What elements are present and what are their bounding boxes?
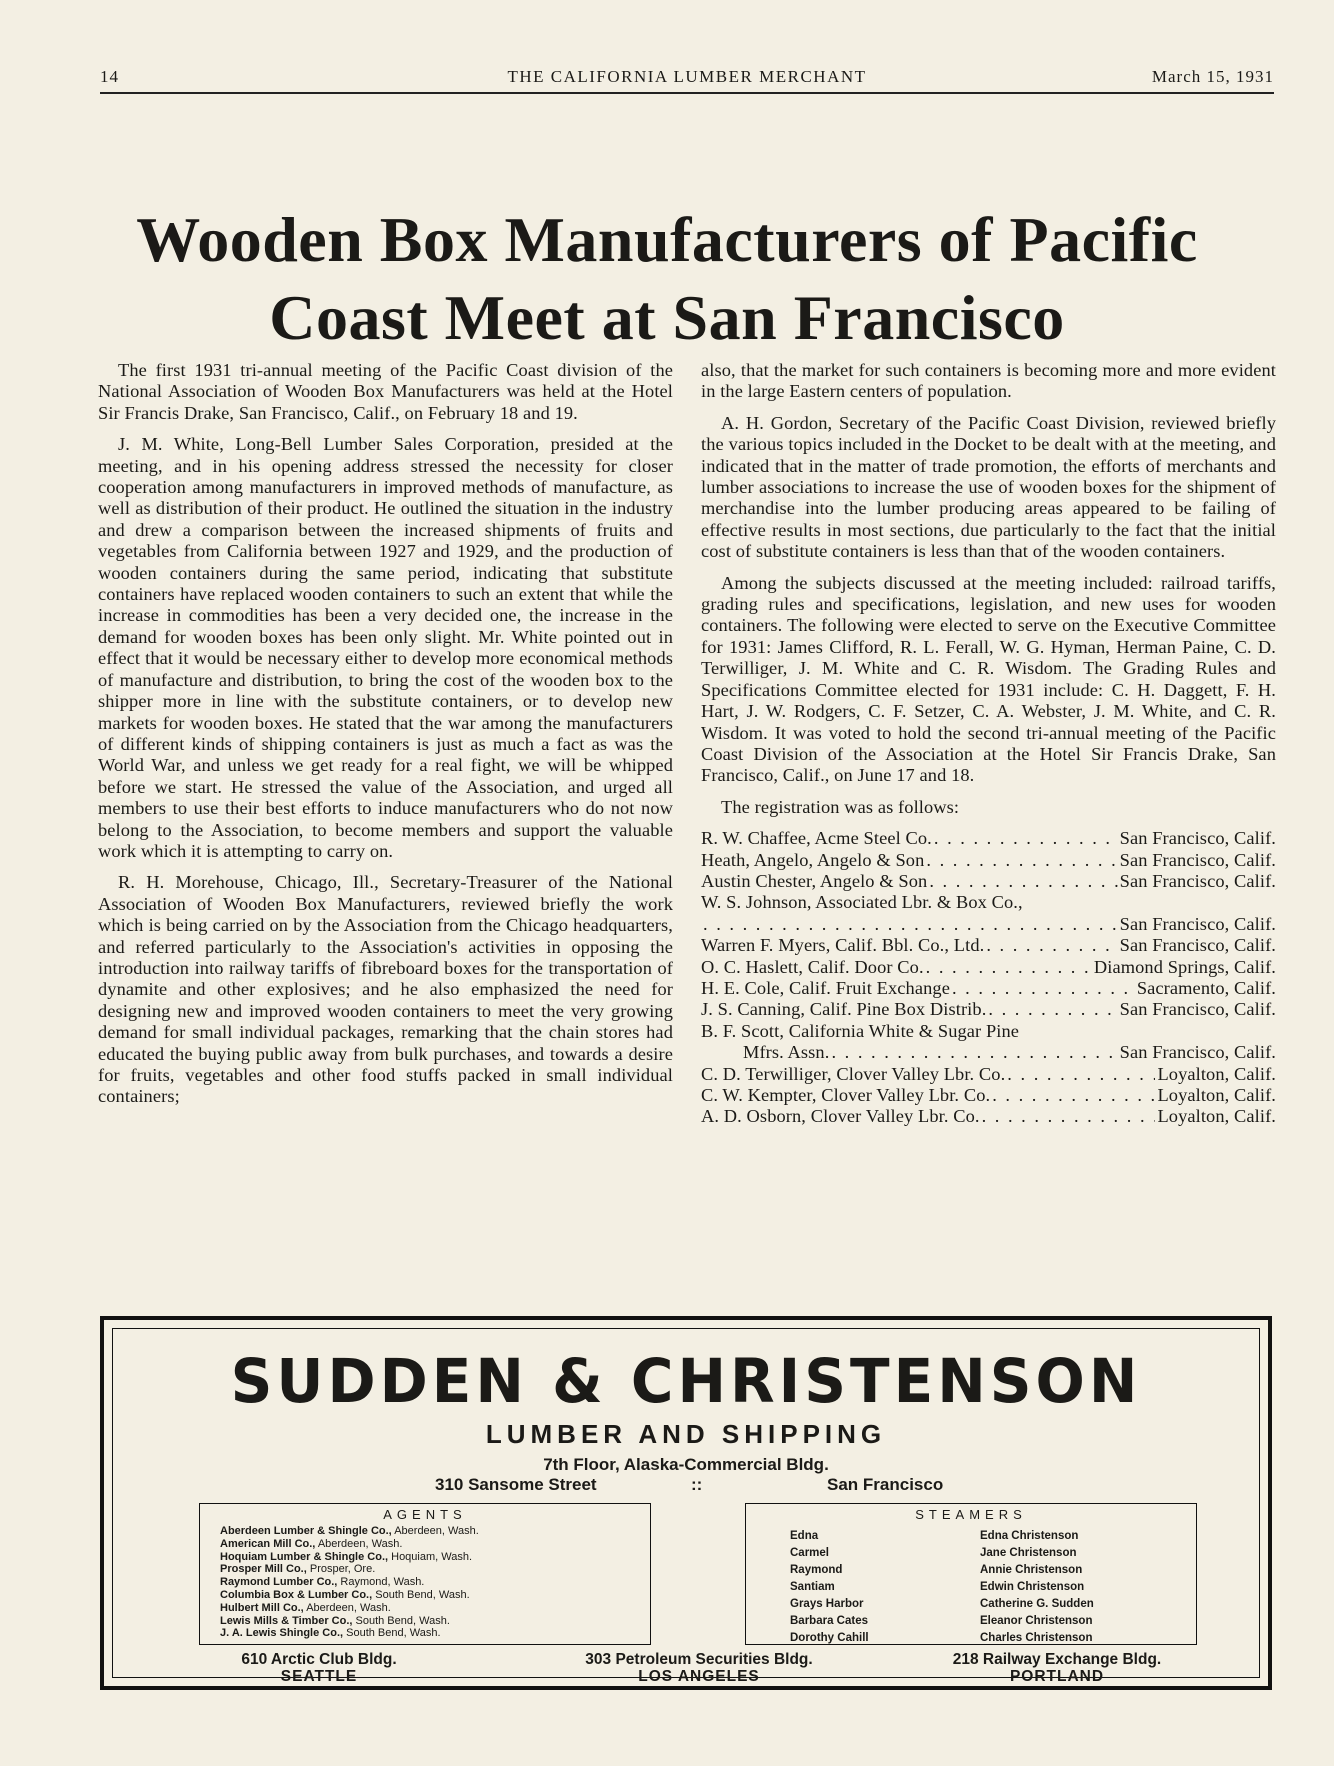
steamer-name: Edwin Christenson [980,1581,1085,1593]
agent-item [220,1602,650,1615]
steamer-name: Raymond [790,1564,843,1576]
agent-place: Aberdeen, Wash. [394,1525,479,1537]
steamers-column-1 [790,1528,869,1647]
registrant-location: San Francisco, Calif. [1119,999,1276,1020]
registration-list [701,828,1276,1128]
agent-name: J. A. Lewis Shingle Co., [220,1627,344,1640]
leader-dots [926,957,1092,978]
registrant-location: Loyalton, Calif. [1157,1106,1276,1127]
steamer-name: Annie Christenson [980,1564,1083,1576]
page-header [100,64,1274,94]
agent-place: Raymond, Wash. [340,1576,425,1589]
issue-date: March 15, 1931 [1151,67,1274,86]
steamer-name: Santiam [790,1581,835,1593]
steamers-column-2 [980,1528,1094,1647]
article-right-column [701,360,1276,1128]
registrant-name: C. D. Terwilliger, Clover Valley Lbr. Co. [701,1063,1006,1084]
office-los-angeles [549,1651,849,1685]
leader-dots [929,871,1117,892]
agent-item [220,1538,650,1551]
office-city: PORTLAND [1009,1668,1105,1685]
article-paragraph: The first 1931 tri-annual meeting of the Pacific Coast division of the National Association of Wooden Box Manufacturers was held at the Hotel Sir Francis Drake, San Francisco, Calif., on February 18 and 19. [98,360,673,423]
registrant-location: San Francisco, Calif. [1119,935,1276,956]
registrant-location: Loyalton, Calif. [1157,1063,1276,1084]
ad-inner-border [112,1328,1260,1685]
registrant-name: B. F. Scott, California White & Sugar Pine [701,1020,1020,1041]
registration-entry [701,957,1276,978]
registrant-name: W. S. Johnson, Associated Lbr. & Box Co., [701,892,1023,913]
steamer-name: Eleanor Christenson [980,1615,1093,1627]
agent-name: American Mill Co., [220,1537,316,1550]
registrant-name: A. D. Osborn, Clover Valley Lbr. Co. [701,1106,980,1127]
agents-box [199,1503,651,1645]
agent-name: Raymond Lumber Co., [220,1576,338,1589]
registration-entry-cont [701,914,1276,935]
agent-place: South Bend, Wash. [346,1627,441,1640]
ad-tagline: LUMBER AND SHIPPING [485,1419,887,1449]
office-city: LOS ANGELES [638,1668,760,1685]
article-paragraph: also, that the market for such containers is becoming more and more evident in the large Eastern centers of population. [701,360,1276,402]
office-seattle [169,1651,469,1685]
agent-name: Aberdeen Lumber & Shingle Co., [220,1525,392,1537]
steamers-box [745,1503,1197,1645]
office-address: 303 Petroleum Securities Bldg. [585,1651,813,1668]
article-left-column [98,360,673,1118]
agent-place: Aberdeen, Wash. [306,1601,391,1614]
leader-dots [934,828,1118,849]
registrant-location: San Francisco, Calif. [1119,870,1276,891]
agent-item [220,1589,650,1602]
steamer-name: Barbara Cates [790,1615,868,1627]
steamer-name: Catherine G. Sudden [980,1598,1094,1610]
ad-company-name: SUDDEN & CHRISTENSON [230,1345,1142,1417]
ad-street: 310 Sansome Street [435,1475,597,1494]
agent-name: Hulbert Mill Co., [220,1601,304,1614]
agent-place: South Bend, Wash. [355,1614,450,1627]
agents-title: AGENTS [383,1507,467,1522]
registrant-name: Heath, Angelo, Angelo & Son [701,849,925,870]
leader-dots [703,914,1118,935]
leader-dots [926,850,1117,871]
agents-list [220,1525,650,1640]
steamer-name: Grays Harbor [790,1598,864,1610]
registrant-location: Loyalton, Calif. [1157,1085,1276,1105]
registrant-name: Warren F. Myers, Calif. Bbl. Co., Ltd. [701,935,985,956]
page-number: 14 [100,67,119,86]
ad-separator: :: [691,1475,703,1494]
registration-entry [701,935,1276,956]
leader-dots [988,999,1117,1020]
leader-dots [982,1106,1156,1127]
registrant-name: Austin Chester, Angelo & Son [701,870,928,891]
steamer-name: Edna [790,1530,819,1542]
registration-entry [701,850,1276,871]
office-portland [907,1651,1207,1685]
agent-place: Prosper, Ore. [309,1563,376,1576]
leader-dots [952,978,1135,999]
registrant-name-cont: Mfrs. Assn. [743,1042,830,1063]
registration-entry [701,871,1276,892]
registrant-location: San Francisco, Calif. [1119,849,1276,870]
registration-entry [701,892,1276,913]
steamers-title: STEAMERS [915,1507,1027,1522]
registrant-name: H. E. Cole, Calif. Fruit Exchange [701,977,950,998]
article-paragraph: R. H. Morehouse, Chicago, Ill., Secretary-Treasurer of the National Association of Wooden Box Manufacturers, reviewed briefly the work which is being carried on by the Association from the Chicago headquarters, and referred particularly to the Association's activities in opposing the introduction into railway tariffs of fibreboard boxes for the transportation of dynamite and other explosives; and he also emphasized the need for designing new and improved wooden containers to meet the very growing demand for small individual packages, remarking that the chain stores had educated the buying public away from bulk purchases, and towards a desire for fruits, vegetables and other food stuffs packed in small individual containers; [98,872,673,1107]
agent-item [220,1576,650,1589]
registration-entry-cont [701,1042,1276,1063]
registration-entry [701,999,1276,1020]
leader-dots [992,1085,1155,1106]
registration-entry [701,1085,1276,1106]
steamer-name: Edna Christenson [980,1530,1079,1542]
article-paragraph: Among the subjects discussed at the meeting included: railroad tariffs, grading rules and specifications, legislation, and new uses for wooden containers. The following were elected to serve on the Executive Committee for 1931: James Clifford, R. L. Ferall, W. G. Hyman, Herman Paine, C. D. Terwilliger, J. M. White and C. R. Wisdom. The Grading Rules and Specifications Committee elected for 1931 include: C. H. Daggett, F. H. Hart, J. W. Rodgers, C. F. Setzer, C. A. Webster, J. M. White, and C. R. Wisdom. It was voted to hold the second tri-annual meeting of the Pacific Coast Division of the Association at the Hotel Sir Francis Drake, San Francisco, Calif., on June 17 and 18. [701,572,1276,786]
article-paragraph: A. H. Gordon, Secretary of the Pacific Coast Division, reviewed briefly the various topics included in the Docket to be dealt with at the meeting, and indicated that in the matter of trade promotion, the efforts of merchants and lumber associations to increase the use of wooden boxes for the shipment of merchandise into the lumber producing areas appeared to be failing of effective results in most sections, due particularly to the fact that the initial cost of substitute containers is less than that of the wooden containers. [701,412,1276,562]
registrant-location: San Francisco, Calif. [1119,828,1276,849]
agent-name: Lewis Mills & Timber Co., [220,1614,353,1627]
office-address: 610 Arctic Club Bldg. [241,1651,397,1668]
registration-intro: The registration was as follows: [721,796,960,817]
registrant-location: San Francisco, Calif. [1119,1042,1276,1063]
leader-dots [831,1042,1117,1063]
leader-dots [986,935,1117,956]
steamer-name: Jane Christenson [980,1547,1077,1559]
ad-floor: 7th Floor, Alaska-Commercial Bldg. [543,1455,829,1474]
steamer-name: Charles Christenson [980,1632,1093,1644]
article-paragraph: J. M. White, Long-Bell Lumber Sales Corporation, presided at the meeting, and in his opening address stressed the necessity for closer cooperation among manufacturers in improved methods of manufacture, as well as distribution of their product. He outlined the situation in the industry and drew a comparison between the increased shipments of fruits and vegetables from California between 1927 and 1929, and the production of wooden containers during the same period, indicating that substitute containers have replaced wooden containers to such an extent that while the increase in commodities has been a very decided one, the increase in the demand for wooden boxes has been only slight. Mr. White pointed out in effect that it would be necessary either to develop more economical methods of manufacture and distribution, to bring the cost of the wooden box to the shipper more in line with the substitute containers, or to develop new markets for wooden boxes. He stated that the war among the manufacturers of different kinds of shipping containers is just as much a fact as was the World War, and unless we get ready for a real fight, we will be whipped before we start. He stressed the value of the Association, and urged all members to use their best efforts to induce manufacturers who do not now belong to the Association, to become members and support the valuable work which it is attempting to carry on. [98,434,673,861]
registration-entry [701,1106,1276,1127]
agent-item [220,1551,650,1564]
office-city: SEATTLE [280,1668,358,1685]
agent-name: Hoquiam Lumber & Shingle Co., [220,1550,389,1563]
registration-entry [701,978,1276,999]
office-address: 218 Railway Exchange Bldg. [952,1651,1162,1668]
registrant-location: San Francisco, Calif. [1119,913,1276,934]
agent-place: South Bend, Wash. [375,1588,470,1601]
advertisement [100,1316,1272,1690]
registration-entry [701,828,1276,849]
ad-city: San Francisco [827,1475,944,1494]
registrant-name: C. W. Kempter, Clover Valley Lbr. Co. [701,1085,991,1105]
agent-name: Prosper Mill Co., [220,1563,307,1576]
steamer-name: Carmel [790,1547,829,1559]
registrant-location: Sacramento, Calif. [1136,977,1276,998]
agent-item [220,1627,650,1640]
agent-place: Aberdeen, Wash. [317,1537,403,1550]
steamer-name: Dorothy Cahill [790,1632,869,1644]
agent-item [220,1615,650,1628]
article-title: Wooden Box Manufacturers of Pacific Coast Meet at San Francisco [136,203,1198,353]
registrant-name: J. S. Canning, Calif. Pine Box Distrib. [701,999,987,1020]
leader-dots [1007,1064,1155,1085]
registrant-location: Diamond Springs, Calif. [1093,956,1276,977]
agent-place: Hoquiam, Wash. [391,1550,473,1563]
agent-name: Columbia Box & Lumber Co., [220,1588,373,1601]
agent-item [220,1563,650,1576]
registration-entry [701,1064,1276,1085]
publication-name: THE CALIFORNIA LUMBER MERCHANT [507,67,867,86]
registrant-name: R. W. Chaffee, Acme Steel Co. [701,828,932,849]
registrant-name: O. C. Haslett, Calif. Door Co. [701,956,924,977]
agent-item [220,1525,650,1538]
